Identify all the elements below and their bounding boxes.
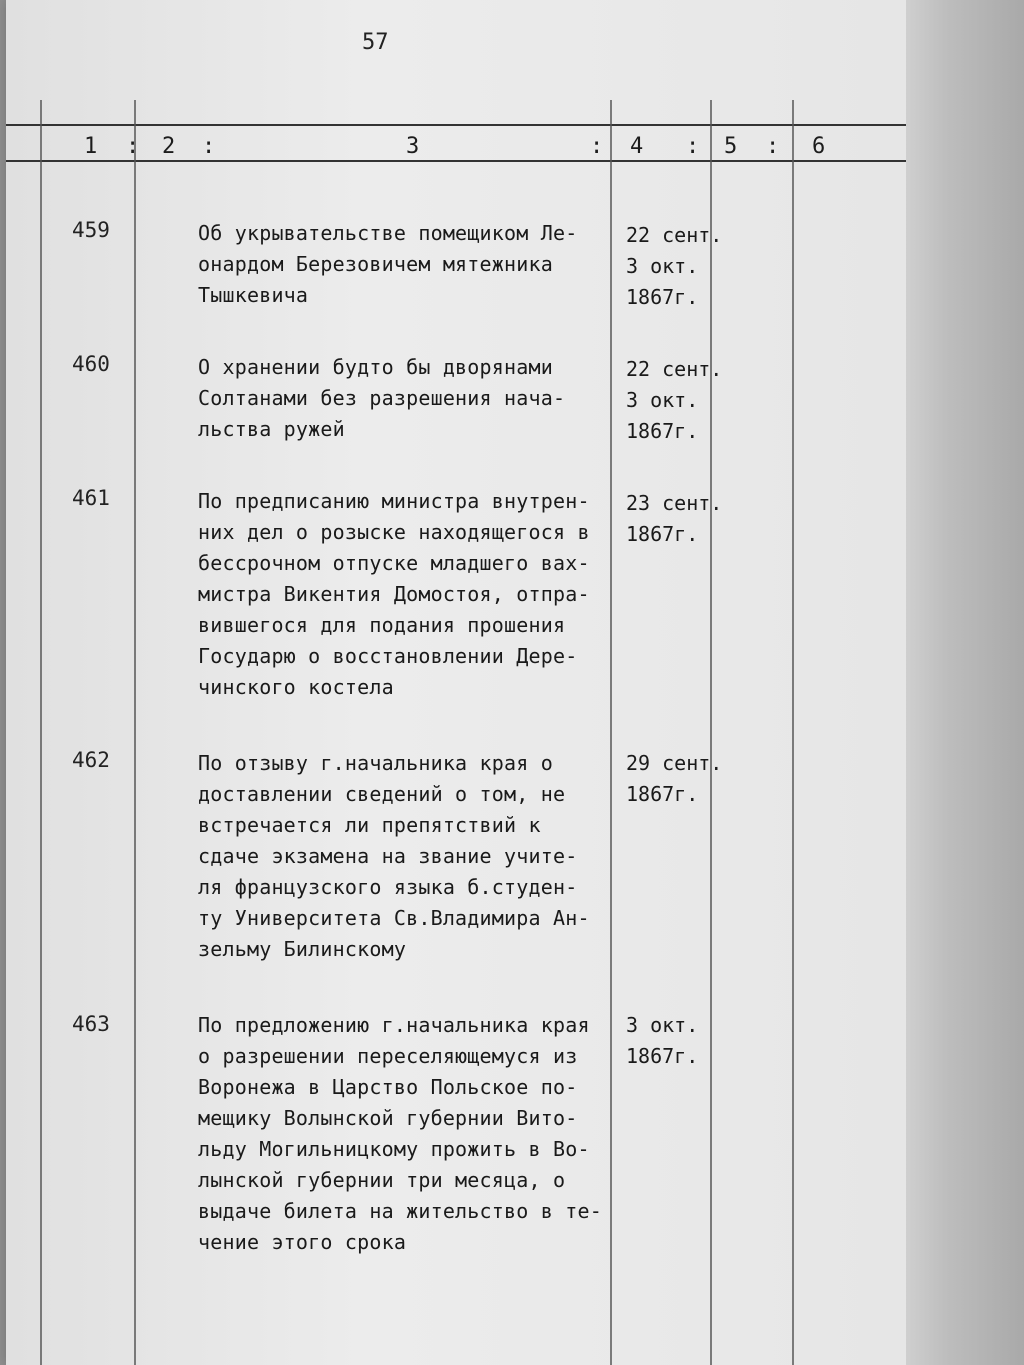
entry-date: 29 сент. 1867г. bbox=[626, 751, 723, 806]
column-number-6: 6 bbox=[812, 134, 826, 159]
column-separator: : bbox=[202, 134, 216, 159]
column-number-5: 5 bbox=[724, 134, 738, 159]
column-rule-5 bbox=[792, 100, 794, 1365]
header-rule-top bbox=[6, 124, 906, 126]
header-rule-bottom bbox=[6, 160, 906, 162]
entry-description: По предложению г.начальника края о разрешении переселяющемуся из Воронежа в Царство Польское по- мещику Волынской губернии Вито- льду Могильницкому прожить в Во- лынской губернии три месяца, о выдаче билета на жительство в те- чение этого срока bbox=[198, 1013, 602, 1254]
column-rule-1 bbox=[40, 100, 42, 1365]
entry-date: 23 сент. 1867г. bbox=[626, 491, 723, 546]
entry-description: Об укрывательстве помещиком Ле- онардом Березовичем мятежника Тышкевича bbox=[198, 221, 578, 307]
column-number-2: 2 bbox=[162, 134, 176, 159]
next-page-edge bbox=[906, 0, 1024, 1365]
entry-date: 3 окт. 1867г. bbox=[626, 1013, 699, 1068]
entry-date: 22 сент. 3 окт. 1867г. bbox=[626, 357, 723, 443]
entry-number: 460 bbox=[72, 352, 110, 376]
column-separator: : bbox=[590, 134, 604, 159]
entry-number: 459 bbox=[72, 218, 110, 242]
column-number-3: 3 bbox=[406, 134, 420, 159]
entry-date: 22 сент. 3 окт. 1867г. bbox=[626, 223, 723, 309]
entry-description: По предписанию министра внутрен- них дел о розыске находящегося в бессрочном отпуске младшего вах- мистра Викентия Домостоя, отпра- вившегося для подания прошения Государю о восстановлении Дере- чинского костела bbox=[198, 489, 590, 699]
entry-number: 462 bbox=[72, 748, 110, 772]
entry-number: 463 bbox=[72, 1012, 110, 1036]
column-rule-2 bbox=[134, 100, 136, 1365]
column-number-1: 1 bbox=[84, 134, 98, 159]
page-number: 57 bbox=[362, 30, 389, 55]
entry-number: 461 bbox=[72, 486, 110, 510]
entry-description: О хранении будто бы дворянами Солтанами без разрешения нача- льства ружей bbox=[198, 355, 566, 441]
document-page bbox=[6, 0, 906, 1365]
column-separator: : bbox=[686, 134, 700, 159]
column-number-4: 4 bbox=[630, 134, 644, 159]
column-separator: : bbox=[126, 134, 140, 159]
entry-description: По отзыву г.начальника края о доставлении сведений о том, не встречается ли препятствий к сдаче экзамена на звание учите- ля французского языка б.студен- ту Университета Св.Владимира Ан- зельму Билинскому bbox=[198, 751, 590, 961]
column-separator: : bbox=[766, 134, 780, 159]
